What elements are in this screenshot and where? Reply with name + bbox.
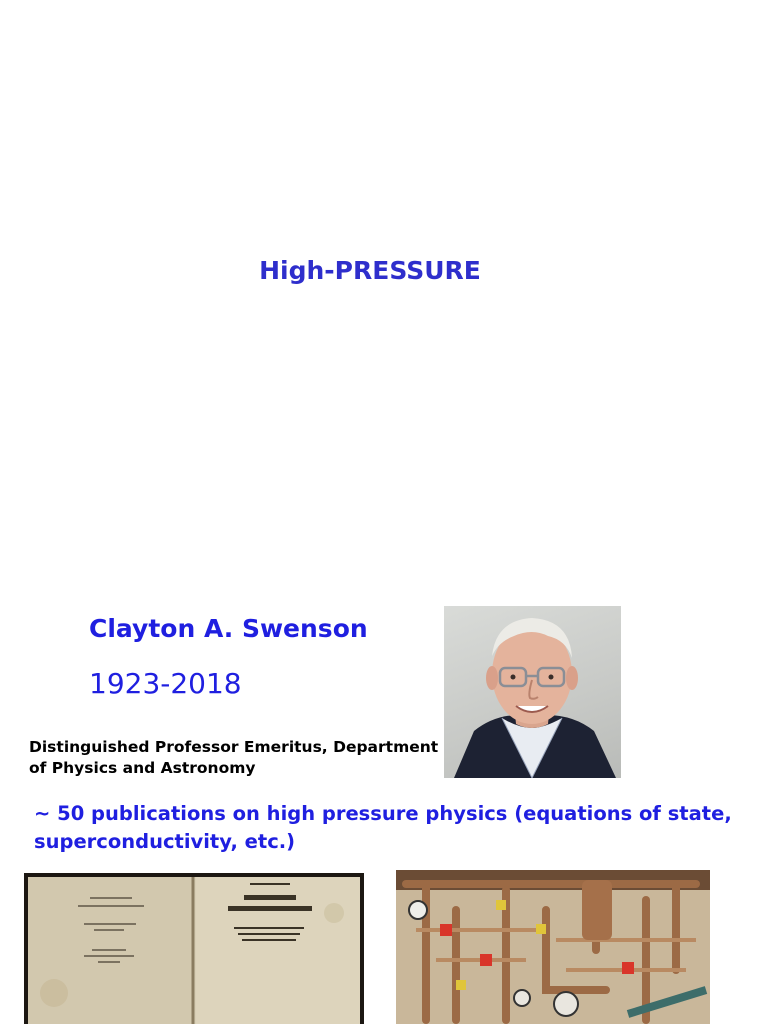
lab-illustration (396, 870, 710, 1024)
publications-text: ~ 50 publications on high pressure physics (equations of state, superconductivity, etc.) (34, 802, 732, 853)
portrait-photo (444, 606, 621, 778)
portrait-illustration (444, 606, 621, 778)
affiliation-text: Distinguished Professor Emeritus, Department of Physics and Astronomy (29, 738, 439, 777)
book-illustration (24, 873, 364, 1024)
book-photo (24, 873, 364, 1024)
person-name: Clayton A. Swenson (89, 614, 368, 643)
slide-title: High-PRESSURE (259, 256, 481, 285)
lab-equipment-photo (396, 870, 710, 1024)
life-years: 1923-2018 (89, 667, 242, 700)
